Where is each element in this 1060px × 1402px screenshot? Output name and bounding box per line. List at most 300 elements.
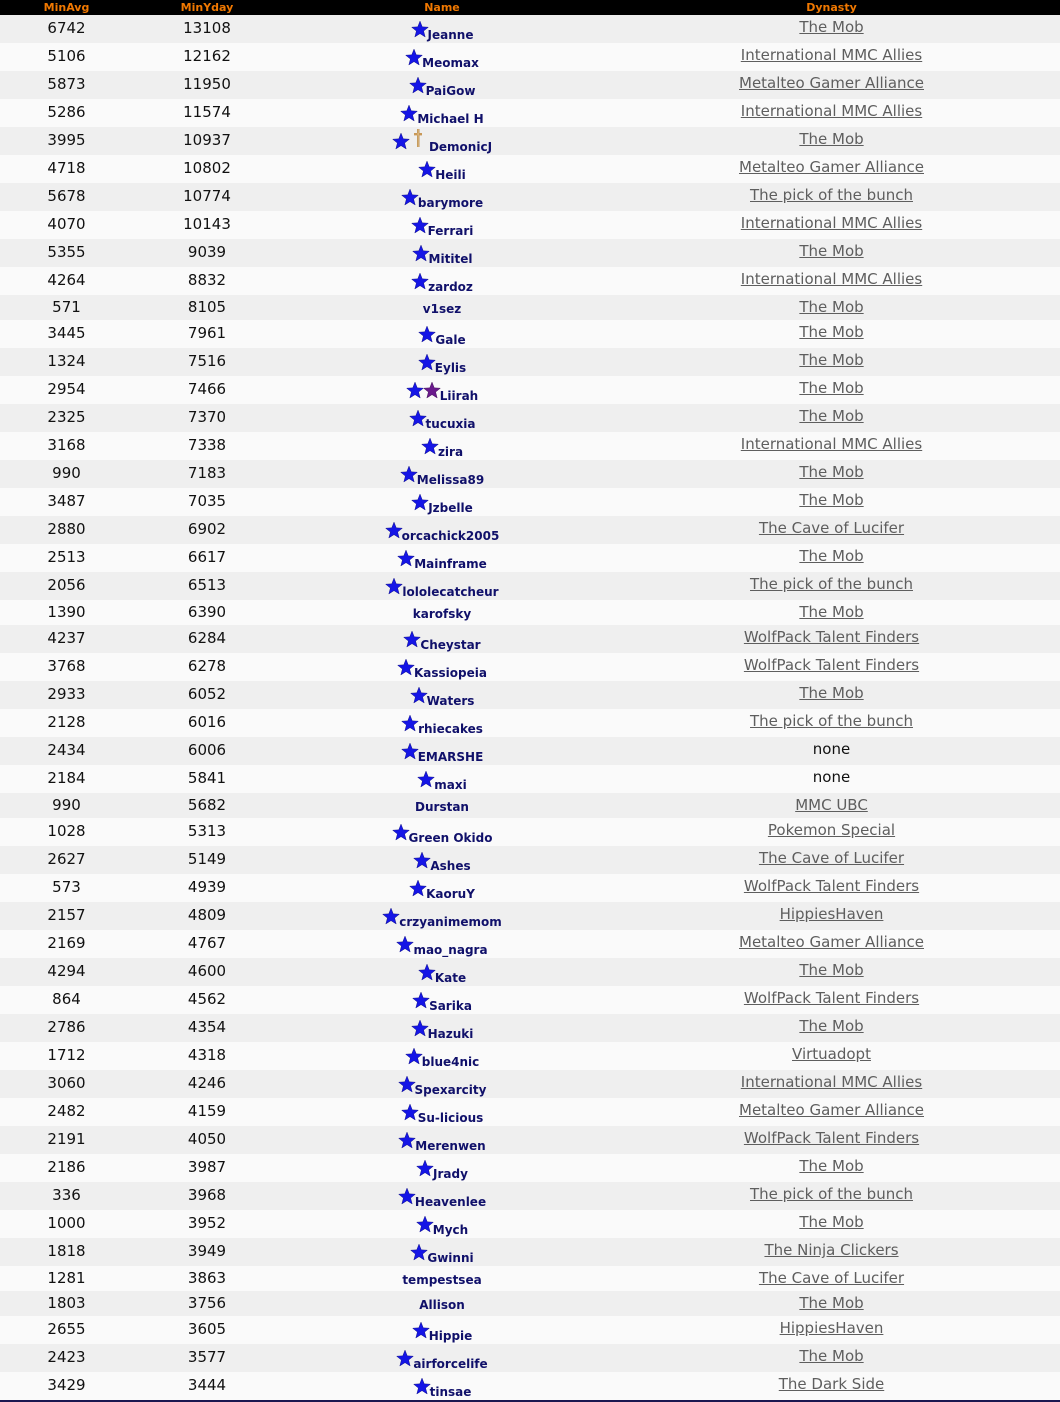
column-header-minavg[interactable]: MinAvg <box>43 1 90 14</box>
blue-star-icon <box>400 104 418 122</box>
dynasty-cell <box>603 127 1060 155</box>
dynasty-cell <box>603 1070 1060 1098</box>
dynasty-link[interactable]: The Mob <box>799 379 864 397</box>
dynasty-cell <box>603 15 1060 43</box>
dynasty-cell <box>603 986 1060 1014</box>
minavg-cell: 2434 <box>47 741 86 759</box>
dynasty-cell <box>603 846 1060 874</box>
name-cell <box>281 625 603 653</box>
column-header-name[interactable]: Name <box>424 1 460 14</box>
minyday-cell: 4159 <box>187 1102 227 1120</box>
blue-star-icon <box>398 1131 416 1149</box>
dynasty-cell <box>603 958 1060 986</box>
minavg-cell: 1000 <box>47 1214 86 1232</box>
table-row <box>0 1266 1060 1291</box>
blue-star-icon <box>406 381 424 399</box>
player-name[interactable]: Spexarcity <box>414 1083 487 1097</box>
dynasty-link[interactable]: Metalteo Gamer Alliance <box>739 1101 924 1119</box>
minyday-cell: 6284 <box>187 629 227 647</box>
minyday-cell: 11574 <box>183 103 231 121</box>
dynasty-link[interactable]: The Mob <box>799 130 864 148</box>
player-name[interactable]: Hippie <box>428 1329 473 1343</box>
player-name[interactable]: EMARSHE <box>417 750 484 764</box>
name-cell <box>281 1266 603 1291</box>
dynasty-link[interactable]: The Mob <box>799 684 864 702</box>
blue-star-icon <box>416 1159 434 1177</box>
dynasty-link[interactable]: The Mob <box>799 491 864 509</box>
dynasty-link[interactable]: The Mob <box>799 298 864 316</box>
table-row <box>0 874 1060 902</box>
dynasty-link[interactable]: Metalteo Gamer Alliance <box>739 933 924 951</box>
table-row <box>0 99 1060 127</box>
dynasty-link[interactable]: The Mob <box>799 242 864 260</box>
minyday-cell: 3605 <box>187 1320 227 1338</box>
player-name[interactable]: v1sez <box>422 301 462 316</box>
blue-star-icon <box>392 823 410 841</box>
column-header-dynasty[interactable]: Dynasty <box>806 1 857 14</box>
player-name[interactable]: Su-licious <box>417 1111 484 1125</box>
purple-star-icon <box>423 381 441 399</box>
name-cell <box>281 99 603 127</box>
minyday-cell: 4600 <box>187 962 227 980</box>
dynasty-link[interactable]: The pick of the bunch <box>750 1185 913 1203</box>
name-cell <box>281 902 603 930</box>
blue-star-icon <box>410 686 428 704</box>
blue-star-icon <box>396 1349 414 1367</box>
name-cell <box>281 544 603 572</box>
minavg-cell: 2655 <box>47 1320 86 1338</box>
minyday-cell: 7516 <box>187 352 227 370</box>
table-row <box>0 600 1060 625</box>
name-cell <box>281 1238 603 1266</box>
minyday-cell: 6390 <box>187 603 227 621</box>
minyday-cell: 3968 <box>187 1186 227 1204</box>
minyday-cell: 3756 <box>187 1294 227 1312</box>
cross-icon <box>413 129 423 147</box>
minyday-cell: 8832 <box>187 271 227 289</box>
dynasty-link[interactable]: The Mob <box>799 407 864 425</box>
player-name[interactable]: Melissa89 <box>416 473 485 487</box>
player-name[interactable]: Merenwen <box>415 1139 486 1153</box>
table-row <box>0 653 1060 681</box>
dynasty-cell <box>603 295 1060 320</box>
blue-star-icon <box>397 658 415 676</box>
minavg-cell: 3429 <box>47 1376 86 1394</box>
minyday-cell: 7370 <box>187 408 227 426</box>
dynasty-cell <box>603 930 1060 958</box>
dynasty-cell <box>603 155 1060 183</box>
player-name[interactable]: lololecatcheur <box>402 585 499 599</box>
table-row <box>0 404 1060 432</box>
minavg-cell: 2157 <box>47 906 86 924</box>
blue-star-icon <box>405 48 423 66</box>
dynasty-link[interactable]: The Mob <box>799 1157 864 1175</box>
dynasty-cell <box>603 1154 1060 1182</box>
name-cell <box>281 765 603 793</box>
minyday-cell: 10937 <box>183 131 231 149</box>
table-row <box>0 516 1060 544</box>
dynasty-cell <box>603 1266 1060 1291</box>
name-cell <box>281 1316 603 1344</box>
minavg-cell: 3768 <box>47 657 86 675</box>
minyday-cell: 5149 <box>187 850 227 868</box>
player-name[interactable]: barymore <box>417 196 484 210</box>
minavg-cell: 5873 <box>47 75 86 93</box>
minavg-cell: 571 <box>52 298 81 316</box>
name-cell <box>281 211 603 239</box>
dynasty-link[interactable]: MMC UBC <box>795 796 868 814</box>
minyday-cell: 3987 <box>187 1158 227 1176</box>
dynasty-cell <box>603 1098 1060 1126</box>
name-cell <box>281 15 603 43</box>
minyday-cell: 6006 <box>187 741 227 759</box>
minyday-cell: 3952 <box>187 1214 227 1232</box>
name-cell <box>281 1126 603 1154</box>
dynasty-cell <box>603 348 1060 376</box>
player-name[interactable]: Green Okido <box>408 831 493 845</box>
name-cell <box>281 348 603 376</box>
table-row <box>0 71 1060 99</box>
dynasty-link[interactable]: The Mob <box>799 323 864 341</box>
dynasty-link[interactable]: The pick of the bunch <box>750 575 913 593</box>
minavg-cell: 2933 <box>47 685 86 703</box>
player-name[interactable]: blue4nic <box>421 1055 480 1069</box>
table-row <box>0 793 1060 818</box>
minyday-cell: 4939 <box>187 878 227 896</box>
dynasty-link[interactable]: The Mob <box>799 18 864 36</box>
minyday-cell: 4050 <box>187 1130 227 1148</box>
dynasty-link[interactable]: The Dark Side <box>778 1375 885 1393</box>
blue-star-icon <box>418 325 436 343</box>
table-row <box>0 1372 1060 1401</box>
dynasty-link[interactable]: The Mob <box>799 463 864 481</box>
player-name[interactable]: mao_nagra <box>413 943 488 957</box>
dynasty-link[interactable]: WolfPack Talent Finders <box>743 877 920 895</box>
player-name[interactable]: Meomax <box>422 56 479 70</box>
dynasty-link[interactable]: WolfPack Talent Finders <box>743 628 920 646</box>
blue-star-icon <box>403 630 421 648</box>
name-cell <box>281 1014 603 1042</box>
player-name[interactable]: Michael H <box>417 112 484 126</box>
dynasty-link[interactable]: International MMC Allies <box>740 46 923 64</box>
minavg-cell: 990 <box>52 464 81 482</box>
minavg-cell: 3995 <box>47 131 86 149</box>
player-name[interactable]: tinsae <box>429 1385 472 1399</box>
table-row <box>0 432 1060 460</box>
table-row <box>0 1042 1060 1070</box>
name-cell <box>281 267 603 295</box>
table-row <box>0 239 1060 267</box>
dynasty-link[interactable]: WolfPack Talent Finders <box>743 1129 920 1147</box>
player-name[interactable]: Cheystar <box>420 638 481 652</box>
blue-star-icon <box>411 20 429 38</box>
dynasty-link[interactable]: The Ninja Clickers <box>764 1241 899 1259</box>
dynasty-cell <box>603 1238 1060 1266</box>
dynasty-cell <box>603 709 1060 737</box>
player-name[interactable]: Durstan <box>415 799 469 814</box>
blue-star-icon <box>412 1321 430 1339</box>
player-name[interactable]: DemonicJ <box>428 140 493 154</box>
blue-star-icon <box>392 132 410 150</box>
table-row <box>0 1291 1060 1316</box>
dynasty-link[interactable]: The Mob <box>799 351 864 369</box>
player-name[interactable]: rhiecakes <box>418 722 483 736</box>
player-name[interactable]: Ashes <box>430 859 471 873</box>
player-name[interactable]: Ferrari <box>427 224 474 238</box>
dynasty-link[interactable]: HippiesHaven <box>779 1319 884 1337</box>
dynasty-link[interactable]: The Mob <box>799 1294 864 1312</box>
table-row <box>0 709 1060 737</box>
player-name[interactable]: airforcelife <box>413 1357 488 1371</box>
table-row <box>0 1210 1060 1238</box>
minavg-cell: 2184 <box>47 769 86 787</box>
table-row <box>0 846 1060 874</box>
name-cell <box>281 71 603 99</box>
dynasty-link[interactable]: International MMC Allies <box>740 270 923 288</box>
name-cell <box>281 376 603 404</box>
player-name[interactable]: KaoruY <box>426 887 475 901</box>
player-name[interactable]: Gwinni <box>427 1251 474 1265</box>
name-cell <box>281 516 603 544</box>
blue-star-icon <box>417 770 435 788</box>
minavg-cell: 2325 <box>47 408 86 426</box>
minavg-cell: 2128 <box>47 713 86 731</box>
blue-star-icon <box>413 1377 431 1395</box>
dynasty-cell <box>603 793 1060 818</box>
player-name[interactable]: crzyanimemom <box>399 915 502 929</box>
name-cell <box>281 874 603 902</box>
player-name[interactable]: Gale <box>435 333 466 347</box>
dynasty-link[interactable]: Metalteo Gamer Alliance <box>739 158 924 176</box>
name-cell <box>281 653 603 681</box>
minyday-cell: 4809 <box>187 906 227 924</box>
table-row <box>0 320 1060 348</box>
dynasty-cell <box>603 1344 1060 1372</box>
dynasty-cell <box>603 1291 1060 1316</box>
table-row <box>0 1344 1060 1372</box>
minavg-cell: 1281 <box>47 1269 86 1287</box>
blue-star-icon <box>409 879 427 897</box>
minavg-cell: 1324 <box>47 352 86 370</box>
minavg-cell: 2482 <box>47 1102 86 1120</box>
player-name[interactable]: Kate <box>434 971 467 985</box>
dynasty-cell <box>603 572 1060 600</box>
minavg-cell: 2954 <box>47 380 86 398</box>
table-row <box>0 958 1060 986</box>
dynasty-link[interactable]: Virtuadopt <box>792 1045 871 1063</box>
dynasty-cell <box>603 1126 1060 1154</box>
blue-star-icon <box>418 353 436 371</box>
dynasty-cell <box>603 183 1060 211</box>
player-name[interactable]: Mainframe <box>414 557 487 571</box>
minavg-cell: 2056 <box>47 576 86 594</box>
player-name[interactable]: Liirah <box>439 389 479 403</box>
table-row <box>0 1126 1060 1154</box>
dynasty-link[interactable]: WolfPack Talent Finders <box>743 989 920 1007</box>
minyday-cell: 4318 <box>187 1046 227 1064</box>
minavg-cell: 1390 <box>47 603 86 621</box>
table-header-row <box>0 0 1060 15</box>
player-name[interactable]: Waters <box>426 694 475 708</box>
minavg-cell: 1803 <box>47 1294 86 1312</box>
minyday-cell: 10143 <box>183 215 231 233</box>
name-cell <box>281 1070 603 1098</box>
dynasty-link[interactable]: The Mob <box>799 547 864 565</box>
player-name[interactable]: karofsky <box>412 606 472 621</box>
dynasty-cell <box>603 737 1060 765</box>
name-cell <box>281 1182 603 1210</box>
dynasty-cell <box>603 1316 1060 1344</box>
player-name[interactable]: Jeanne <box>427 28 474 42</box>
dynasty-cell <box>603 488 1060 516</box>
blue-star-icon <box>401 188 419 206</box>
dynasty-link[interactable]: International MMC Allies <box>740 1073 923 1091</box>
dynasty-none-label: none <box>812 768 851 786</box>
name-cell <box>281 1098 603 1126</box>
name-cell <box>281 127 603 155</box>
dynasty-link[interactable]: WolfPack Talent Finders <box>743 656 920 674</box>
blue-star-icon <box>410 1243 428 1261</box>
name-cell <box>281 681 603 709</box>
player-name[interactable]: Sarika <box>429 999 472 1013</box>
table-row <box>0 460 1060 488</box>
dynasty-link[interactable]: The Mob <box>799 961 864 979</box>
blue-star-icon <box>409 76 427 94</box>
blue-star-icon <box>397 549 415 567</box>
minyday-cell: 7338 <box>187 436 227 454</box>
dynasty-link[interactable]: The pick of the bunch <box>750 186 913 204</box>
table-row <box>0 211 1060 239</box>
blue-star-icon <box>398 1187 416 1205</box>
player-name[interactable]: zardoz <box>428 280 473 294</box>
name-cell <box>281 239 603 267</box>
table-row <box>0 1098 1060 1126</box>
dynasty-link[interactable]: International MMC Allies <box>740 102 923 120</box>
minyday-cell: 8105 <box>187 298 227 316</box>
blue-star-icon <box>421 437 439 455</box>
minyday-cell: 13108 <box>183 19 231 37</box>
name-cell <box>281 43 603 71</box>
minavg-cell: 1712 <box>47 1046 86 1064</box>
blue-star-icon <box>411 272 429 290</box>
table-row <box>0 43 1060 71</box>
player-name[interactable]: Jzbelle <box>428 501 473 515</box>
dynasty-link[interactable]: International MMC Allies <box>740 435 923 453</box>
table-row <box>0 1238 1060 1266</box>
minyday-cell: 5841 <box>187 769 227 787</box>
dynasty-link[interactable]: The Mob <box>799 1213 864 1231</box>
table-row <box>0 1014 1060 1042</box>
minyday-cell: 7466 <box>187 380 227 398</box>
blue-star-icon <box>409 409 427 427</box>
minyday-cell: 6278 <box>187 657 227 675</box>
name-cell <box>281 460 603 488</box>
minyday-cell: 6513 <box>187 576 227 594</box>
player-name[interactable]: Allison <box>419 1297 465 1312</box>
dynasty-link[interactable]: Pokemon Special <box>767 821 896 839</box>
player-name[interactable]: Eylis <box>434 361 467 375</box>
player-name[interactable]: Hazuki <box>427 1027 474 1041</box>
name-cell <box>281 1291 603 1316</box>
name-cell <box>281 488 603 516</box>
table-row <box>0 376 1060 404</box>
minyday-cell: 7183 <box>187 464 227 482</box>
blue-star-icon <box>411 216 429 234</box>
table-row <box>0 295 1060 320</box>
dynasty-cell <box>603 432 1060 460</box>
player-name[interactable]: Mych <box>432 1223 469 1237</box>
minyday-cell: 7035 <box>187 492 227 510</box>
player-name[interactable]: Jrady <box>433 1167 468 1181</box>
dynasty-cell <box>603 404 1060 432</box>
minavg-cell: 1028 <box>47 822 86 840</box>
name-cell <box>281 404 603 432</box>
player-name[interactable]: zira <box>437 445 464 459</box>
player-name[interactable]: Heili <box>435 168 466 182</box>
player-name[interactable]: Kassiopeia <box>414 666 487 680</box>
dynasty-link[interactable]: International MMC Allies <box>740 214 923 232</box>
player-name[interactable]: tempestsea <box>402 1272 482 1287</box>
dynasty-cell <box>603 818 1060 846</box>
dynasty-link[interactable]: The Cave of Lucifer <box>758 849 905 867</box>
dynasty-cell <box>603 1014 1060 1042</box>
minyday-cell: 12162 <box>183 47 231 65</box>
table-row <box>0 1182 1060 1210</box>
table-row <box>0 1070 1060 1098</box>
column-header-minyday[interactable]: MinYday <box>180 1 234 14</box>
minavg-cell: 3060 <box>47 1074 86 1092</box>
minavg-cell: 990 <box>52 796 81 814</box>
minyday-cell: 10774 <box>183 187 231 205</box>
dynasty-link[interactable]: The pick of the bunch <box>750 712 913 730</box>
minyday-cell: 4767 <box>187 934 227 952</box>
minavg-cell: 5106 <box>47 47 86 65</box>
dynasty-link[interactable]: The Mob <box>799 1347 864 1365</box>
minavg-cell: 2423 <box>47 1348 86 1366</box>
player-name[interactable]: orcachick2005 <box>401 529 500 543</box>
player-name[interactable]: PaiGow <box>425 84 476 98</box>
minyday-cell: 6016 <box>187 713 227 731</box>
minavg-cell: 573 <box>52 878 81 896</box>
dynasty-cell <box>603 71 1060 99</box>
player-name[interactable]: tucuxia <box>425 417 476 431</box>
minyday-cell: 11950 <box>183 75 231 93</box>
minyday-cell: 6617 <box>187 548 227 566</box>
table-row <box>0 737 1060 765</box>
dynasty-cell <box>603 600 1060 625</box>
dynasty-cell <box>603 99 1060 127</box>
minavg-cell: 2627 <box>47 850 86 868</box>
blue-star-icon <box>401 1103 419 1121</box>
minavg-cell: 3168 <box>47 436 86 454</box>
table-row <box>0 127 1060 155</box>
name-cell <box>281 320 603 348</box>
player-name[interactable]: Mititel <box>428 252 473 266</box>
blue-star-icon <box>385 577 403 595</box>
minavg-cell: 1818 <box>47 1242 86 1260</box>
dynasty-link[interactable]: HippiesHaven <box>779 905 884 923</box>
player-name[interactable]: maxi <box>434 778 467 792</box>
name-cell <box>281 155 603 183</box>
dynasty-link[interactable]: Metalteo Gamer Alliance <box>739 74 924 92</box>
dynasty-link[interactable]: The Mob <box>799 1017 864 1035</box>
dynasty-link[interactable]: The Cave of Lucifer <box>758 519 905 537</box>
dynasty-link[interactable]: The Mob <box>799 603 864 621</box>
player-name[interactable]: Heavenlee <box>414 1195 487 1209</box>
dynasty-cell <box>603 239 1060 267</box>
dynasty-link[interactable]: The Cave of Lucifer <box>758 1269 905 1287</box>
minavg-cell: 2191 <box>47 1130 86 1148</box>
